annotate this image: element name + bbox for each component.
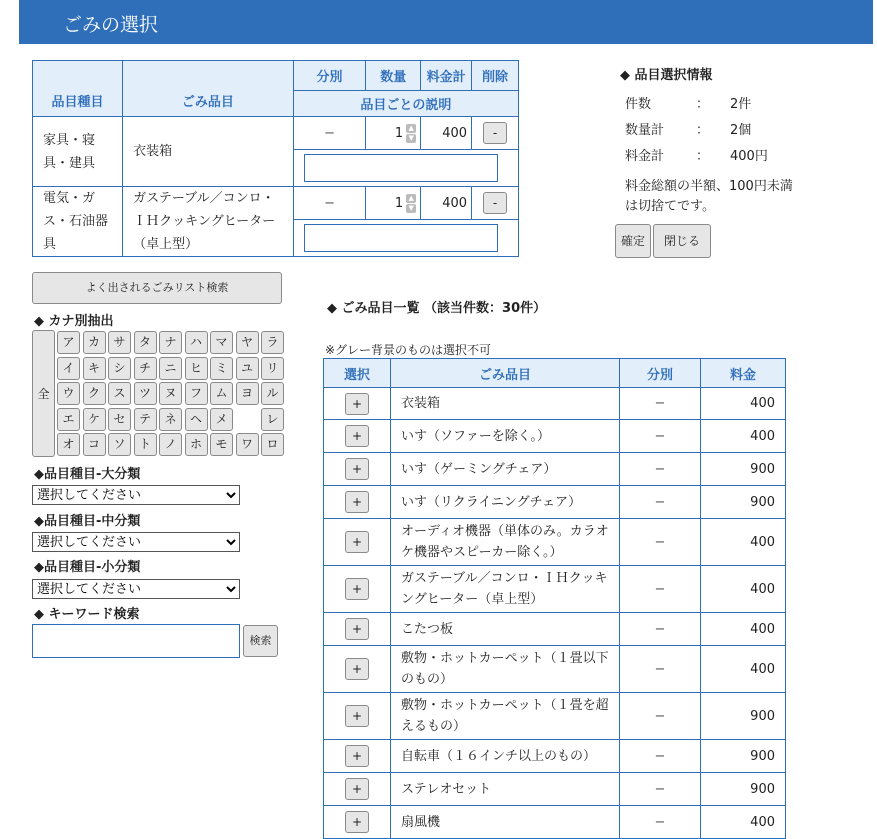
delete-button[interactable]: -	[483, 122, 507, 144]
list-item	[324, 519, 786, 566]
list-item-fee: 400	[701, 613, 786, 646]
kana-button[interactable]: ヒ	[185, 357, 208, 380]
list-item	[324, 453, 786, 486]
list-item-name: 衣装箱	[391, 388, 620, 420]
kana-button[interactable]: サ	[108, 331, 131, 354]
add-button[interactable]: +	[345, 531, 369, 553]
col-item: ごみ品目	[391, 359, 620, 388]
list-item-division: −	[620, 646, 701, 693]
list-item-name: 自転車（１６インチ以上のもの）	[391, 740, 620, 773]
list-item	[324, 420, 786, 453]
kana-button[interactable]: セ	[108, 408, 131, 431]
list-item-name: いす（ゲーミングチェア）	[391, 453, 620, 486]
selected-items-table	[32, 60, 519, 257]
kana-button[interactable]: コ	[83, 433, 106, 456]
middle-category-select[interactable]	[32, 532, 240, 552]
add-button[interactable]: +	[345, 811, 369, 833]
col-description: 品目ごとの説明	[293, 91, 518, 117]
list-item-fee: 900	[701, 693, 786, 740]
list-item-fee: 900	[701, 740, 786, 773]
spin-down-icon[interactable]: ▼	[406, 134, 416, 143]
list-item-division: −	[620, 613, 701, 646]
kana-button[interactable]: ユ	[236, 357, 259, 380]
kana-button[interactable]: ア	[57, 331, 80, 354]
row-category: 電気・ガス・石油器具	[33, 187, 123, 257]
kana-button[interactable]: ヤ	[236, 331, 259, 354]
add-button[interactable]: +	[345, 425, 369, 447]
info-heading: ◆ 品目選択情報	[620, 68, 713, 83]
kana-button[interactable]: レ	[261, 408, 284, 431]
list-item	[324, 486, 786, 519]
list-item-fee: 900	[701, 453, 786, 486]
list-item-division: −	[620, 740, 701, 773]
col-division: 分別	[293, 61, 366, 91]
list-item-fee: 900	[701, 486, 786, 519]
list-item-fee: 400	[701, 420, 786, 453]
kana-button[interactable]: ト	[134, 433, 157, 456]
spin-up-icon[interactable]: ▲	[406, 124, 416, 133]
list-item-division: −	[620, 453, 701, 486]
list-item-division: −	[620, 773, 701, 806]
list-item-fee: 400	[701, 519, 786, 566]
major-category-heading: ◆品目種目-大分類	[34, 467, 141, 482]
list-item	[324, 613, 786, 646]
row-fee: 400	[421, 117, 472, 150]
row-division: −	[293, 187, 366, 220]
list-item	[324, 740, 786, 773]
list-item-name: オーディオ機器（単体のみ。カラオケ機器やスピーカー除く。）	[391, 519, 620, 566]
list-item	[324, 388, 786, 420]
list-item-fee: 900	[701, 773, 786, 806]
list-item-division: −	[620, 388, 701, 420]
list-note: ※グレー背景のものは選択不可	[325, 343, 492, 357]
kana-button[interactable]: ヘ	[185, 408, 208, 431]
info-note: 料金総額の半額、100円未満は切捨てです。	[625, 179, 793, 214]
info-fee-label: 料金計	[625, 149, 665, 164]
list-item	[324, 773, 786, 806]
add-button[interactable]: +	[345, 578, 369, 600]
delete-button[interactable]: -	[483, 192, 507, 214]
add-button[interactable]: +	[345, 618, 369, 640]
list-item-name: 敷物・ホットカーペット（１畳を超えるもの）	[391, 693, 620, 740]
kana-button[interactable]: メ	[210, 408, 233, 431]
kana-button[interactable]: オ	[57, 433, 80, 456]
kana-button[interactable]: ラ	[261, 331, 284, 354]
list-item-division: −	[620, 566, 701, 613]
col-fee-total: 料金計	[421, 61, 472, 91]
description-input[interactable]	[304, 224, 498, 252]
col-quantity: 数量	[366, 61, 421, 91]
add-button[interactable]: +	[345, 491, 369, 513]
kana-button[interactable]: マ	[210, 331, 233, 354]
selection-info	[620, 64, 800, 217]
list-item-division: −	[620, 806, 701, 839]
info-count-label: 件数	[625, 97, 652, 112]
selected-row	[33, 117, 519, 150]
kana-button[interactable]: ニ	[159, 357, 182, 380]
add-button[interactable]: +	[345, 393, 369, 415]
row-item: ガステーブル／コンロ・ＩＨクッキングヒーター（卓上型）	[123, 187, 294, 257]
kana-button[interactable]: ク	[83, 382, 106, 405]
add-button[interactable]: +	[345, 658, 369, 680]
spin-up-icon[interactable]: ▲	[406, 194, 416, 203]
keyword-heading: ◆ キーワード検索	[34, 607, 140, 622]
list-item-name: いす（リクライニングチェア）	[391, 486, 620, 519]
kana-button[interactable]: ケ	[83, 408, 106, 431]
item-list-table	[323, 358, 786, 839]
page-title: ごみの選択	[63, 14, 159, 36]
list-item-name: 敷物・ホットカーペット（１畳以下のもの）	[391, 646, 620, 693]
list-item-name: ステレオセット	[391, 773, 620, 806]
add-button[interactable]: +	[345, 778, 369, 800]
list-item-division: −	[620, 693, 701, 740]
kana-button[interactable]: ミ	[210, 357, 233, 380]
frequent-list-search-button[interactable]: よく出されるごみリスト検索	[32, 272, 282, 304]
row-fee: 400	[421, 187, 472, 220]
kana-button[interactable]: エ	[57, 408, 80, 431]
kana-button[interactable]: キ	[83, 357, 106, 380]
col-division: 分別	[620, 359, 701, 388]
row-item: 衣装箱	[123, 117, 294, 187]
kana-all-button[interactable]: 全	[32, 330, 55, 457]
kana-button[interactable]: フ	[185, 382, 208, 405]
kana-button[interactable]: ホ	[185, 433, 208, 456]
minor-category-heading: ◆品目種目-小分類	[34, 560, 141, 575]
search-button[interactable]: 検索	[243, 625, 278, 657]
list-item-name: ガステーブル／コンロ・ＩＨクッキングヒーター（卓上型）	[391, 566, 620, 613]
col-select: 選択	[324, 359, 391, 388]
list-item	[324, 693, 786, 740]
kana-button[interactable]: ム	[210, 382, 233, 405]
list-item-division: −	[620, 519, 701, 566]
info-count-value: 2件	[730, 97, 752, 112]
col-delete: 削除	[472, 61, 519, 91]
list-item	[324, 806, 786, 839]
list-item-division: −	[620, 420, 701, 453]
kana-button[interactable]: ヨ	[236, 382, 259, 405]
list-item	[324, 646, 786, 693]
add-button[interactable]: +	[345, 458, 369, 480]
info-colon: ：	[696, 123, 710, 138]
spin-down-icon[interactable]: ▼	[406, 204, 416, 213]
kana-button[interactable]: ワ	[236, 433, 259, 456]
kana-button[interactable]: ス	[108, 382, 131, 405]
minor-category-select[interactable]	[32, 579, 240, 599]
quantity-stepper[interactable]	[366, 187, 421, 220]
kana-heading: ◆ カナ別抽出	[34, 314, 114, 329]
list-item-name: こたつ板	[391, 613, 620, 646]
add-button[interactable]: +	[345, 745, 369, 767]
quantity-stepper[interactable]	[366, 117, 421, 150]
page-header	[19, 0, 873, 44]
col-item: ごみ品目	[123, 61, 294, 117]
kana-button[interactable]: ハ	[185, 331, 208, 354]
kana-button[interactable]: ル	[261, 382, 284, 405]
kana-button[interactable]: カ	[83, 331, 106, 354]
kana-button[interactable]: イ	[57, 357, 80, 380]
close-button[interactable]: 閉じる	[653, 224, 711, 258]
kana-button[interactable]: テ	[134, 408, 157, 431]
kana-button[interactable]: モ	[210, 433, 233, 456]
list-item-fee: 400	[701, 388, 786, 420]
list-item-name: いす（ソファーを除く。）	[391, 420, 620, 453]
kana-button[interactable]: ナ	[159, 331, 182, 354]
kana-button[interactable]: チ	[134, 357, 157, 380]
major-category-select[interactable]	[32, 485, 240, 505]
list-item	[324, 566, 786, 613]
quantity-value: 1	[394, 125, 404, 141]
info-fee-value: 400円	[730, 149, 768, 164]
list-item-fee: 400	[701, 806, 786, 839]
kana-button[interactable]: ロ	[261, 433, 284, 456]
keyword-input[interactable]	[32, 624, 240, 658]
info-quantity-value: 2個	[730, 123, 752, 138]
kana-button[interactable]: タ	[134, 331, 157, 354]
info-quantity-label: 数量計	[625, 123, 665, 138]
selected-row	[33, 187, 519, 220]
kana-button[interactable]: ソ	[108, 433, 131, 456]
kana-button[interactable]: ウ	[57, 382, 80, 405]
list-item-division: −	[620, 486, 701, 519]
info-colon: ：	[696, 149, 710, 164]
kana-button[interactable]: ツ	[134, 382, 157, 405]
kana-button[interactable]: シ	[108, 357, 131, 380]
add-button[interactable]: +	[345, 705, 369, 727]
col-category: 品目種目	[33, 61, 123, 117]
middle-category-heading: ◆品目種目-中分類	[34, 514, 141, 529]
description-input[interactable]	[304, 154, 498, 182]
list-item-name: 扇風機	[391, 806, 620, 839]
col-fee: 料金	[701, 359, 786, 388]
kana-button[interactable]: リ	[261, 357, 284, 380]
confirm-button[interactable]: 確定	[615, 224, 651, 258]
kana-button[interactable]: ヌ	[159, 382, 182, 405]
list-item-fee: 400	[701, 566, 786, 613]
list-item-fee: 400	[701, 646, 786, 693]
info-colon: ：	[696, 97, 710, 112]
row-category: 家具・寝具・建具	[33, 117, 123, 187]
quantity-value: 1	[394, 195, 404, 211]
list-heading: ◆ ごみ品目一覧 （該当件数：30件）	[327, 301, 547, 316]
kana-button[interactable]: ノ	[159, 433, 182, 456]
row-division: −	[293, 117, 366, 150]
kana-button[interactable]: ネ	[159, 408, 182, 431]
